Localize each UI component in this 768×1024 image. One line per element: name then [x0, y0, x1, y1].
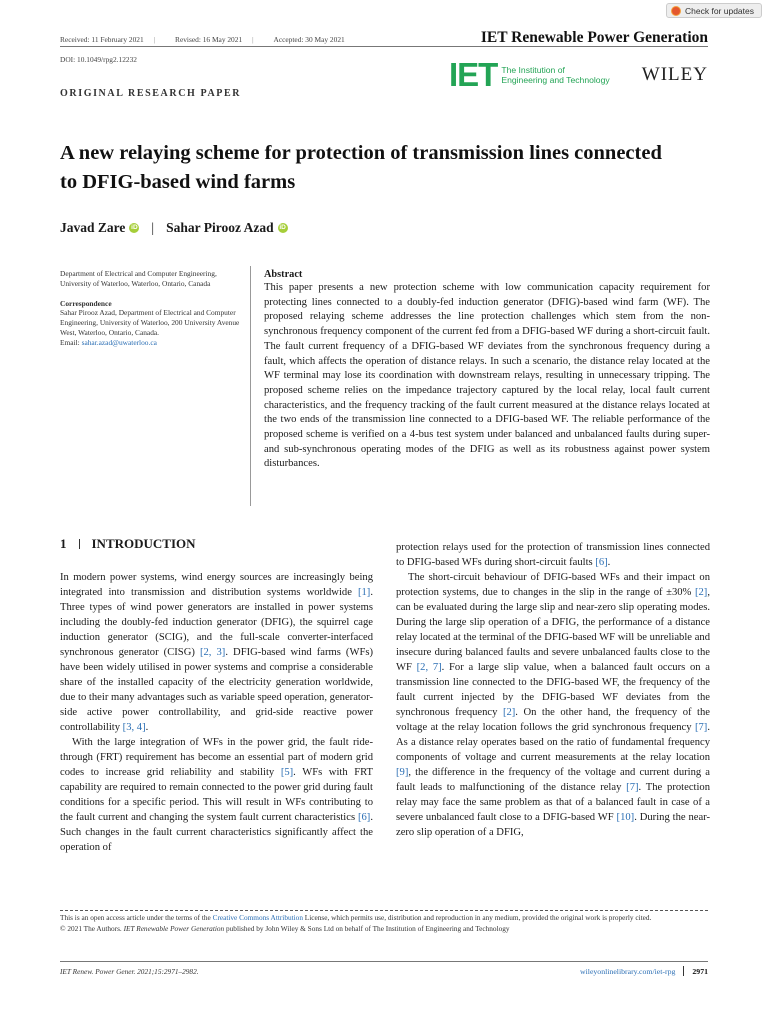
citation-link[interactable]: [2] — [694, 587, 708, 598]
body-paragraph — [396, 570, 710, 840]
citation-link[interactable]: [2] — [502, 707, 516, 718]
footnote-divider — [60, 910, 708, 911]
body-text: . The protection relay may face the same problem as that of a balanced fault in case of a severe unbalanced fault close to a DFIG-based WF — [396, 782, 710, 823]
author-separator: | — [151, 220, 155, 235]
correspondence-heading: Correspondence — [60, 298, 112, 308]
copyright-journal: IET Renewable Power Generation — [123, 923, 225, 933]
citation-link[interactable]: [7] — [694, 722, 708, 733]
header-rule — [60, 46, 708, 47]
citation-link[interactable]: [3, 4] — [122, 722, 146, 733]
abstract-heading: Abstract — [264, 269, 303, 280]
body-text: With the large integration of WFs in the power grid, the fault ride-through (FRT) requirement has become an essential part of modern grid codes to increase grid reliability and stability — [60, 737, 373, 778]
copyright-text: published by John Wiley & Sons Ltd on behalf of The Institution of Engineering and Technology — [224, 923, 510, 933]
citation-link[interactable]: [6] — [357, 812, 371, 823]
abstract-text: This paper presents a new protection scheme with low communication capacity requirement for protecting lines connected to a doubly-fed induction generator (DFIG)-based wind farm (WF). The proposed relaying scheme addresses the line protection challenges which stem from the non-synchronous frequency component of the current fed from a DFIG-based WF during a short-circuit fault. The fault current frequency of a DFIG-based WF deviates from the synchronous frequency during a fault, which affects the operation of distance relays. In such a scenario, the distance relay located at the WF terminal may lose its coordination with downstream relays, resulting in unnecessary tripping. The proposed scheme relies on the impedance trajectory captured by the local relay, local fault current characteristics, and the frequency tracking of the fault current measured at the distance relays located at the two ends of the transmission line connected to a DFIG-based WF. The reliable performance of the proposed scheme is verified on a 4-bus test system under balanced and unbalanced faults during super- and sub-synchronous operating modes of the DFIG as well as its robustness against power system disturbances. — [264, 282, 710, 470]
page-number: 2971 — [692, 966, 708, 976]
correspondence-email — [60, 338, 240, 348]
body-text: . — [607, 557, 611, 568]
citation: IET Renew. Power Gener. 2021;15:2971–2982. — [60, 967, 199, 976]
article-type: ORIGINAL RESEARCH PAPER — [60, 88, 242, 99]
license-footnote — [60, 913, 710, 934]
paper-title: A new relaying scheme for protection of transmission lines connected to DFIG-based wind farms — [60, 142, 662, 193]
footer-rule — [60, 961, 708, 962]
section-number: 1 — [60, 536, 67, 551]
orcid-icon[interactable]: iD — [131, 224, 138, 231]
citation-link[interactable]: [5] — [280, 767, 294, 778]
license-text: This is an open access article under the terms of the — [60, 913, 213, 922]
body-text: , can be evaluated during the large slip and near-zero slip operating modes. During the large slip operation of a DFIG, the performance of a distance relay located at the terminal of the DFIG-based WF will be unreliable and insecure during balanced faults and severe unbalanced faults close to the WF — [396, 587, 710, 673]
revised-date: Revised: 16 May 2021 — [175, 35, 243, 44]
citation-link[interactable]: [2, 3] — [199, 647, 226, 658]
license-statement — [60, 913, 710, 924]
iet-logo-mark: IET — [449, 56, 498, 93]
page-footer-right — [580, 966, 708, 976]
body-text: . Such changes in the fault current characteristics significantly affect the operation of — [60, 812, 373, 853]
received-date: Received: 11 February 2021 — [60, 35, 144, 44]
wiley-logo: WILEY — [641, 64, 708, 85]
license-text: License, which permits use, distribution and reproduction in any medium, provided the original work is properly cited. — [302, 913, 652, 922]
check-for-updates-label: Check for updates — [685, 5, 754, 16]
author-list — [60, 220, 288, 236]
author-name[interactable]: Sahar Pirooz Azad — [166, 220, 274, 235]
iet-logo-line2: Engineering and Technology — [501, 75, 610, 85]
body-text: The short-circuit behaviour of DFIG-based WFs and their impact on protection systems, due to changes in the slip in the range of ±30% — [396, 572, 710, 598]
body-text: . — [145, 722, 149, 733]
body-text: protection relays used for the protection of transmission lines connected to DFIG-based WFs during short-circuit faults — [396, 542, 710, 568]
body-text: . On the other hand, the frequency of the voltage at the relay location follows the grid synchronous frequency — [396, 707, 711, 733]
journal-url-link[interactable]: wileyonlinelibrary.com/iet-rpg — [579, 966, 676, 976]
abstract-divider — [250, 266, 251, 506]
body-text: . WFs with FRT capability are required to remain connected to the power grid during fault conditions for a specific period. This will result in WFs contributing to the fault current and changing the system fault current characteristics — [60, 767, 374, 823]
body-text: . For a large slip value, when a balanced fault occurs on a transmission line connected to the DFIG-based WF, the frequency of the fault current injected by the DFIG-based WF deviates from the synchronous frequency — [396, 662, 710, 718]
copyright-statement — [60, 924, 710, 935]
body-paragraph — [396, 540, 710, 570]
citation-link[interactable]: [6] — [595, 557, 608, 568]
body-column-left — [60, 570, 373, 855]
orcid-icon[interactable]: iD — [279, 224, 286, 231]
body-column-right — [396, 540, 710, 840]
author-info — [60, 269, 240, 348]
affiliation: Department of Electrical and Computer Engineering, University of Waterloo, Waterloo, Ontario, Canada — [60, 269, 217, 288]
email-label: Email: — [60, 337, 80, 347]
section-divider — [79, 539, 80, 549]
accepted-date: Accepted: 30 May 2021 — [273, 35, 345, 44]
correspondence-body: Sahar Pirooz Azad, Department of Electrical and Computer Engineering, University of Waterloo, 200 University Avenue West, Waterloo, Ontario, Canada. — [60, 308, 240, 337]
iet-logo-line1: The Institution of — [501, 65, 565, 75]
author-name[interactable]: Javad Zare — [60, 220, 126, 235]
body-text: . DFIG-based wind farms (WFs) have been widely utilised in power systems and comprise a considerable share of the installed capacity of the electricity generation worldwide, due to their many advantages such as variable speed operation, generator-side active power controllability, and grid-side reactive power controllability — [60, 647, 373, 733]
citation-link[interactable]: [9] — [396, 767, 409, 778]
citation-link[interactable]: [1] — [357, 587, 371, 598]
email-link[interactable]: sahar.azad@uwaterloo.ca — [81, 337, 157, 347]
citation-link[interactable]: [2, 7] — [416, 662, 442, 673]
body-text: . Three types of wind power generators are installed in power systems including the doubly-fed induction generator (DFIG), the squirrel cage induction generator (SCIG), and the full-scale converter-interfaced synchronous generator (CISG) — [60, 587, 373, 658]
body-text: . As a distance relay operates based on the ratio of fundamental frequency components of voltage and current measurements at the relay location — [396, 722, 710, 763]
body-paragraph — [60, 570, 373, 735]
citation-link[interactable]: [10] — [616, 812, 635, 823]
journal-name: IET Renewable Power Generation — [480, 29, 708, 46]
section-heading — [60, 536, 196, 552]
license-link[interactable]: Creative Commons Attribution — [212, 913, 303, 922]
citation-link[interactable]: [7] — [626, 782, 639, 793]
doi[interactable]: DOI: 10.1049/rpg2.12232 — [60, 55, 137, 64]
iet-logo — [449, 56, 610, 94]
copyright-text: © 2021 The Authors. — [60, 923, 124, 933]
body-text: In modern power systems, wind energy sources are increasingly being integrated into transmission and distribution systems worldwide — [60, 572, 373, 598]
section-title: INTRODUCTION — [91, 536, 196, 551]
footer-divider — [683, 966, 684, 976]
body-paragraph — [60, 735, 373, 855]
body-text: . During the near-zero slip operation of a DFIG, — [396, 812, 710, 838]
body-text: , the difference in the frequency of the voltage and current during a fault leads to malfunctioning of the distance relay — [396, 767, 710, 793]
crossmark-icon — [671, 6, 681, 16]
iet-logo-text — [501, 65, 609, 85]
article-history: Received: 11 February 2021 | Revised: 16 May 2021 | Accepted: 30 May 2021 — [60, 35, 345, 44]
check-for-updates-button[interactable] — [666, 3, 762, 18]
